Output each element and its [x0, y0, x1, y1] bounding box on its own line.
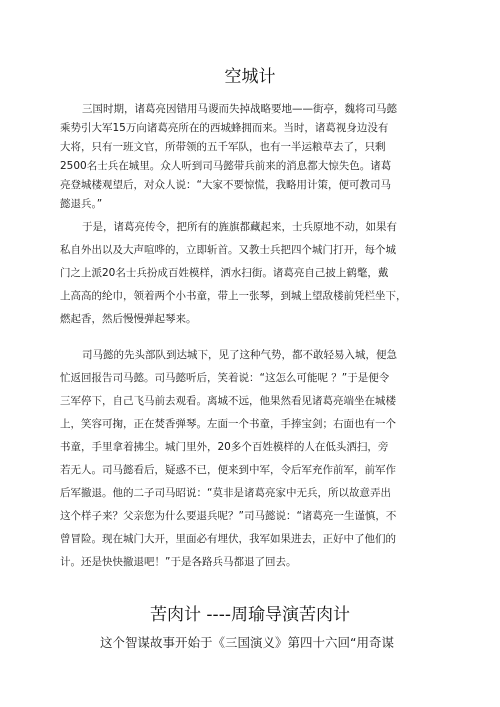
text-line: 私自外出以及大声喧哗的，立即斩首。又教士兵把四个城门打开，每个城 [60, 244, 396, 256]
text-line: 后军撤退。他的二子司马昭说：“莫非是诸葛亮家中无兵，所以故意弄出 [60, 487, 391, 499]
text-line: 司马懿的先头部队到达城下，见了这种气势，都不敢轻易入城，便急 [82, 349, 397, 361]
text-line: 于是，诸葛亮传令，把所有的旌旗都藏起来，士兵原地不动，如果有 [82, 221, 397, 233]
text-line: 门之上派20名士兵扮成百姓模样，洒水扫街。诸葛亮自己披上鹤氅，戴 [60, 267, 389, 279]
text-line: 懿退兵。” [60, 198, 103, 210]
text-line: 亮登城楼观望后，对众人说：“大家不要惊慌，我略用计策，便可教司马 [60, 179, 391, 191]
paragraph-3 [60, 344, 455, 574]
text-line: 上高高的纶巾，领着两个小书童，带上一张琴，到城上望敌楼前凭栏坐下， [60, 290, 407, 302]
text-line: 燃起香，然后慢慢弹起琴来。 [60, 313, 197, 325]
paragraph-1 [60, 100, 455, 214]
text-line: 曾冒险。现在城门大开，里面必有埋伏，我军如果进去，正好中了他们的 [60, 533, 396, 545]
text-line: 2500名士兵在城里。众人听到司马懿带兵前来的消息都大惊失色。诸葛 [60, 160, 392, 172]
text-line: 书童，手里拿着拂尘。城门里外，20多个百姓模样的人在低头洒扫，旁 [60, 441, 389, 453]
text-line: 若无人。司马懿看后，疑惑不已，便来到中军，令后军充作前军，前军作 [60, 464, 396, 476]
text-line: 忙返回报告司马懿。司马懿听后，笑着说：“这怎么可能呢 ？”于是便令 [60, 372, 390, 384]
text-line: 三国时期，诸葛亮因错用马谡而失掉战略要地——街亭，魏将司马懿 [82, 103, 397, 115]
next-section-intro: 这个智谋故事开始于《三国演义》第四十六回“用奇谋 [100, 635, 394, 650]
text-line: 计。还是快快撤退吧！”于是各路兵马都退了回去。 [60, 556, 297, 568]
text-line: 乘势引大军15万向诸葛亮所在的西城蜂拥而来。当时，诸葛视身边没有 [60, 122, 389, 134]
document-title: 空城计 [224, 67, 276, 87]
text-line: 上，笑容可掬，正在焚香弹琴。左面一个书童，手捧宝剑；右面也有一个 [60, 418, 396, 430]
paragraph-2 [60, 216, 455, 331]
text-line: 这个样子来？父亲您为什么要退兵呢？”司马懿说：“诸葛亮一生谨慎，不 [60, 510, 397, 522]
text-line: 三军停下，自己飞马前去观看。离城不远，他果然看见诸葛亮端坐在城楼 [60, 395, 396, 407]
text-line: 大将，只有一班文官，所带领的五千军队，也有一半运粮草去了，只剩 [60, 141, 386, 153]
next-section-title: 苦肉计 ----周瑜导演苦肉计 [150, 605, 350, 625]
